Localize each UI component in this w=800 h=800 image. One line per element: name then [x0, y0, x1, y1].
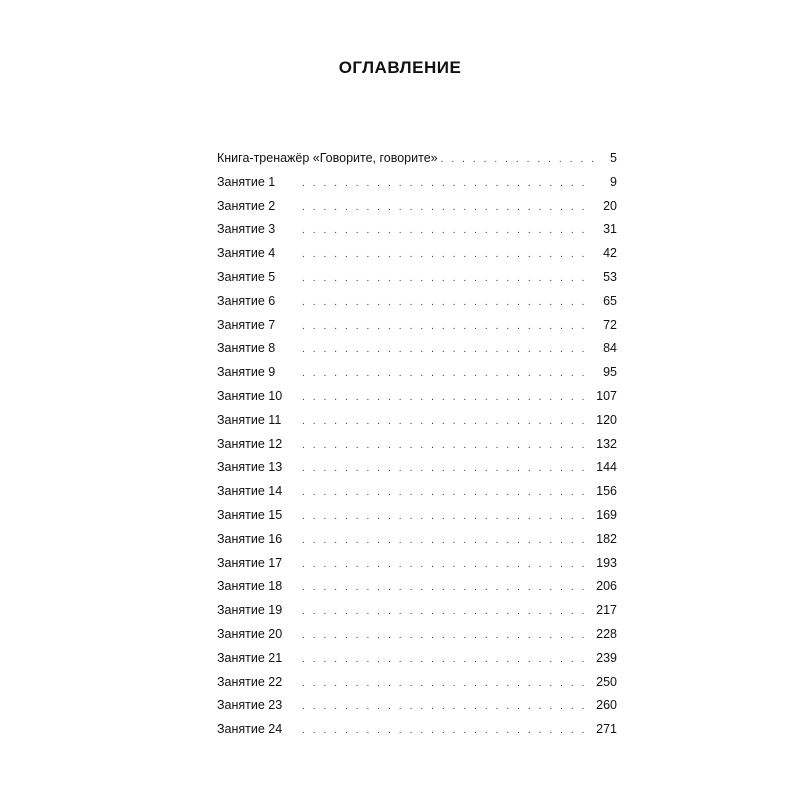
toc-leader-dots	[302, 172, 593, 196]
toc-entry	[217, 337, 617, 361]
toc-leader-dots	[302, 529, 590, 553]
toc-leader-dots	[302, 338, 593, 362]
toc-entry-label: Занятие 20	[217, 626, 283, 641]
toc-entry-page-number: 228	[596, 626, 617, 641]
toc-leader-dots	[302, 672, 590, 696]
toc-leader-dots	[302, 291, 593, 315]
toc-entry-label: Занятие 21	[217, 650, 283, 665]
toc-leader-dots	[302, 386, 590, 410]
page-title: ОГЛАВЛЕНИЕ	[338, 58, 462, 77]
toc-entry	[217, 528, 617, 552]
toc-leader-dots	[302, 219, 593, 243]
toc-entry-label: Занятие 18	[217, 579, 283, 594]
toc-entry-label: Занятие 17	[217, 555, 283, 570]
toc-leader-dots	[302, 434, 590, 458]
toc-entry-label: Занятие 7	[217, 317, 276, 332]
toc-entry-label: Занятие 8	[217, 341, 276, 356]
toc-entry-page-number: 169	[596, 507, 617, 522]
toc-leader-dots	[302, 481, 590, 505]
toc-entry-label: Занятие 5	[217, 269, 276, 284]
toc-entry	[217, 433, 617, 457]
toc-entry-page-number: 182	[596, 531, 617, 546]
toc-leader-dots	[441, 148, 593, 172]
toc-leader-dots	[302, 457, 590, 481]
toc-leader-dots	[302, 362, 593, 386]
toc-entry-label: Занятие 24	[217, 722, 283, 737]
toc-entry-page-number: 107	[596, 388, 617, 403]
toc-leader-dots	[302, 600, 590, 624]
table-of-contents	[217, 147, 617, 742]
toc-entry-page-number: 42	[603, 246, 617, 261]
toc-entry	[217, 314, 617, 338]
toc-leader-dots	[302, 505, 590, 529]
toc-entry	[217, 171, 617, 195]
toc-entry	[217, 623, 617, 647]
toc-entry	[217, 385, 617, 409]
toc-entry	[217, 456, 617, 480]
toc-entry-label: Занятие 13	[217, 460, 283, 475]
toc-entry	[217, 218, 617, 242]
toc-entry-label: Занятие 16	[217, 531, 283, 546]
toc-entry-page-number: 65	[603, 293, 617, 308]
toc-leader-dots	[302, 267, 593, 291]
toc-entry	[217, 504, 617, 528]
toc-entry-label: Занятие 1	[217, 174, 276, 189]
toc-entry	[217, 361, 617, 385]
toc-leader-dots	[302, 410, 590, 434]
toc-leader-dots	[302, 576, 590, 600]
toc-entry	[217, 266, 617, 290]
toc-leader-dots	[302, 315, 593, 339]
toc-entry	[217, 290, 617, 314]
toc-entry-label: Занятие 10	[217, 388, 283, 403]
toc-entry-page-number: 132	[596, 436, 617, 451]
toc-entry	[217, 575, 617, 599]
toc-entry	[217, 552, 617, 576]
toc-entry-page-number: 250	[596, 674, 617, 689]
toc-entry-label: Занятие 2	[217, 198, 276, 213]
toc-entry-label: Занятие 11	[217, 412, 282, 427]
toc-entry-page-number: 9	[610, 174, 617, 189]
toc-leader-dots	[302, 196, 593, 220]
toc-entry-page-number: 120	[596, 412, 617, 427]
toc-entry	[217, 147, 617, 171]
toc-leader-dots	[302, 695, 590, 719]
toc-entry	[217, 647, 617, 671]
toc-entry-page-number: 206	[596, 579, 617, 594]
toc-entry	[217, 599, 617, 623]
toc-entry-page-number: 84	[603, 341, 617, 356]
toc-entry	[217, 242, 617, 266]
toc-entry-page-number: 144	[596, 460, 617, 475]
toc-leader-dots	[302, 243, 593, 267]
toc-entry-page-number: 271	[596, 722, 617, 737]
toc-entry-page-number: 193	[596, 555, 617, 570]
toc-entry-page-number: 72	[603, 317, 617, 332]
toc-entry-page-number: 260	[596, 698, 617, 713]
toc-entry	[217, 718, 617, 742]
toc-entry-label: Книга-тренажёр «Говорите, говорите»	[217, 151, 438, 165]
toc-entry	[217, 195, 617, 219]
toc-entry-page-number: 95	[603, 365, 617, 380]
toc-entry-label: Занятие 3	[217, 222, 276, 237]
toc-entry-page-number: 53	[603, 269, 617, 284]
toc-entry-label: Занятие 12	[217, 436, 283, 451]
toc-leader-dots	[302, 719, 590, 743]
toc-entry-page-number: 20	[603, 198, 617, 213]
toc-entry	[217, 671, 617, 695]
toc-entry	[217, 694, 617, 718]
toc-entry-page-number: 156	[596, 484, 617, 499]
toc-entry-label: Занятие 23	[217, 698, 283, 713]
toc-entry-page-number: 217	[596, 603, 617, 618]
toc-leader-dots	[302, 648, 590, 672]
toc-entry-label: Занятие 19	[217, 603, 283, 618]
toc-entry	[217, 409, 617, 433]
toc-entry-label: Занятие 4	[217, 246, 276, 261]
toc-entry-label: Занятие 14	[217, 484, 283, 499]
toc-entry-label: Занятие 9	[217, 365, 276, 380]
toc-entry-page-number: 239	[596, 650, 617, 665]
toc-leader-dots	[302, 624, 590, 648]
toc-entry-label: Занятие 6	[217, 293, 276, 308]
toc-entry-label: Занятие 22	[217, 674, 283, 689]
toc-entry	[217, 480, 617, 504]
toc-entry-page-number: 5	[610, 151, 617, 165]
toc-entry-page-number: 31	[603, 222, 617, 237]
toc-leader-dots	[302, 553, 590, 577]
toc-entry-label: Занятие 15	[217, 507, 283, 522]
